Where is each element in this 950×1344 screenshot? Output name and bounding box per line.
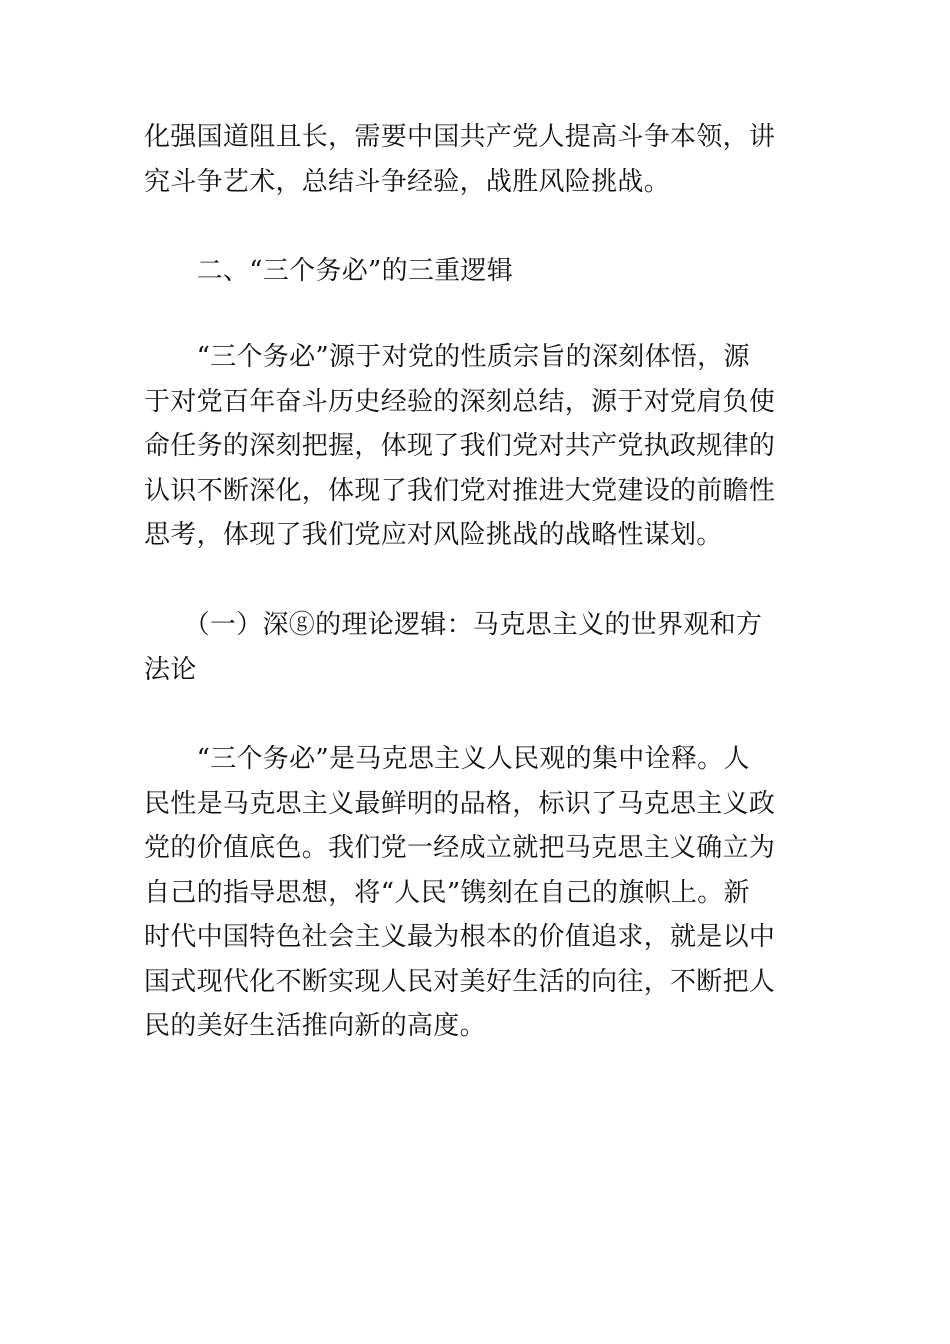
paragraph-continuation: 化强国道阻且长，需要中国共产党人提高斗争本领，讲 究斗争艺术，总结斗争经验，战胜风险挑战。 <box>144 122 776 197</box>
subsection-heading-one: （一）深ⓖ的理论逻辑：马克思主义的世界观和方 法论 <box>144 610 763 685</box>
section-heading-two: 二、“三个务必”的三重逻辑 <box>144 256 514 286</box>
paragraph-marxist-people-view: “三个务必”是马克思主义人民观的集中诠释。人 民性是马克思主义最鲜明的品格，标识了马克思主义政 党的价值底色。我们党一经成立就把马克思主义确立为 自己的指导思想，将“人民”镌刻在自己的旗帜上。新 时代中国特色社会主义最为根本的价值追求，就是以中 国式现代化不断实现人民对美好生活的向往，不断把人 民的美好生活推向新的高度。 <box>144 744 776 1041</box>
paragraph-three-musts-origin: “三个务必”源于对党的性质宗旨的深刻体悟，源 于对党百年奋斗历史经验的深刻总结，源于对党肩负使 命任务的深刻把握，体现了我们党对共产党执政规律的 认识不断深化，体现了我们党对推进大党建设的前瞻性 思考，体现了我们党应对风险挑战的战略性谋划。 <box>144 342 776 550</box>
